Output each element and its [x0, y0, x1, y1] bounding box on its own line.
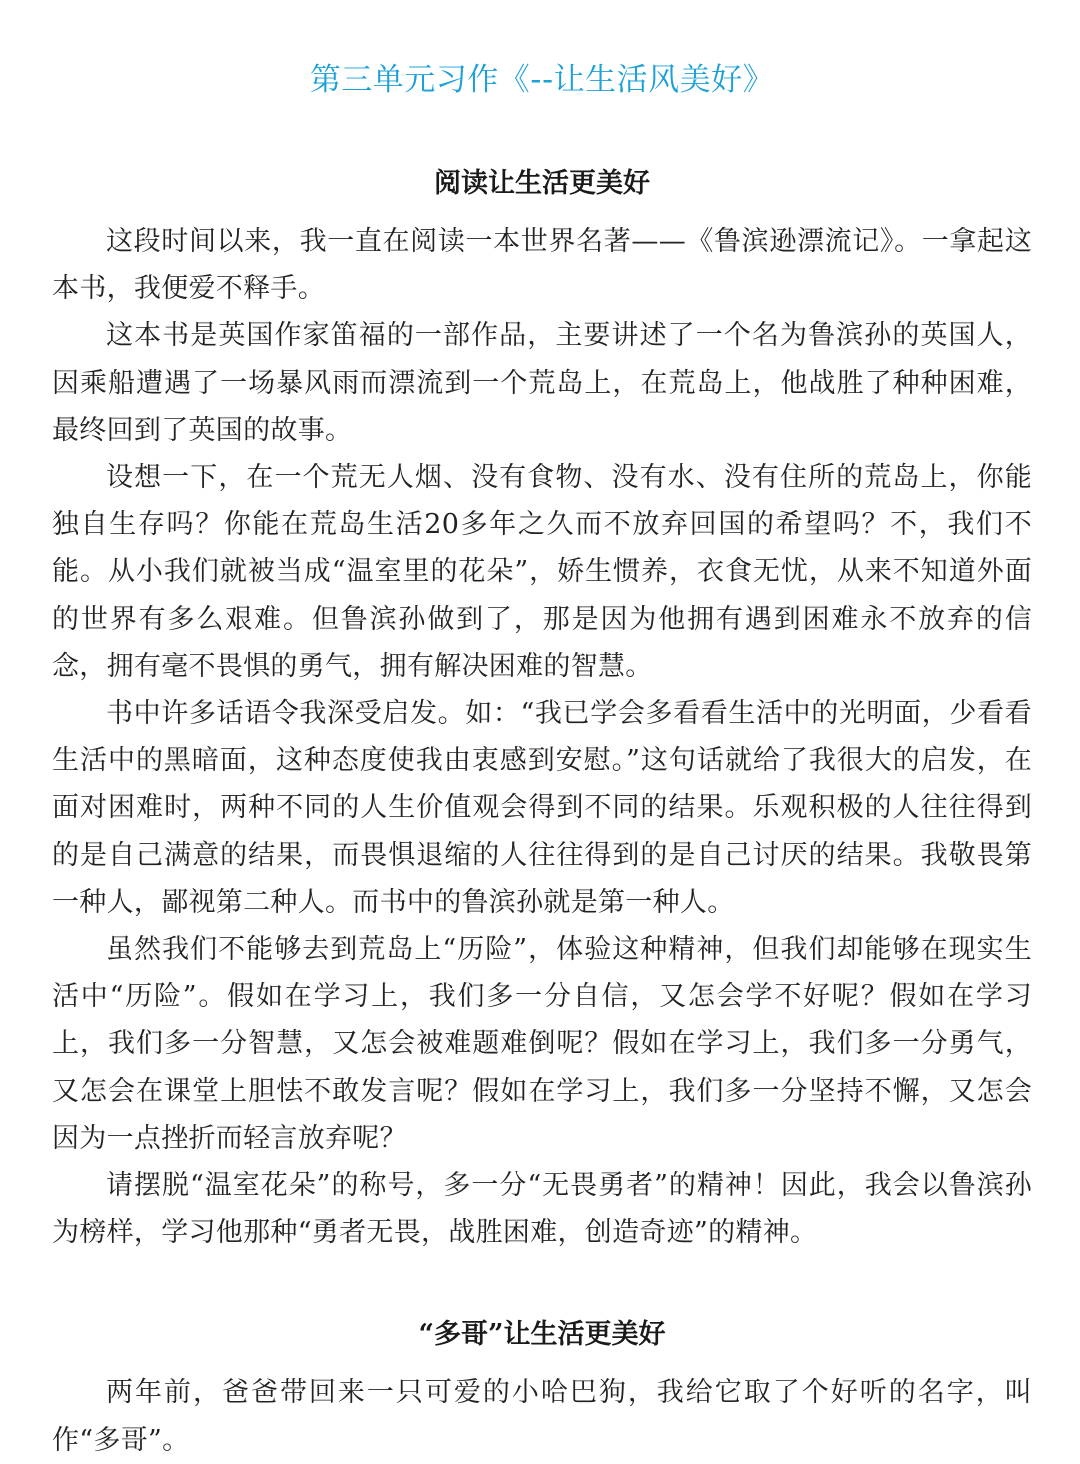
essay-paragraph: 这本书是英国作家笛福的一部作品，主要讲述了一个名为鲁滨孙的英国人，因乘船遭遇了一场暴风雨而漂流到一个荒岛上，在荒岛上，他战胜了种种困难，最终回到了英国的故事。 [52, 320, 1032, 446]
essay-paragraph: 虽然我们不能够去到荒岛上“历险”，体验这种精神，但我们却能够在现实生活中“历险”。假如在学习上，我们多一分自信，又怎会学不好呢？假如在学习上，我们多一分智慧，又怎会被难题难倒呢？假如在学习上，我们多一分勇气，又怎会在课堂上胆怯不敢发言呢？假如在学习上，我们多一分坚持不懈，又怎会因为一点挫折而轻言放弃呢？ [52, 934, 1032, 1154]
essay-paragraph: 这段时间以来，我一直在阅读一本世界名著——《鲁滨逊漂流记》。一拿起这本书，我便爱不释手。 [52, 226, 1032, 305]
essay-title: “多哥”让生活更美好 [418, 1319, 666, 1351]
essay-title: 阅读让生活更美好 [434, 168, 650, 199]
essay-paragraph: 设想一下，在一个荒无人烟、没有食物、没有水、没有住所的荒岛上，你能独自生存吗？你能在荒岛生活20多年之久而不放弃回国的希望吗？不，我们不能。从小我们就被当成“温室里的花朵”，娇生惯养，衣食无忧，从来不知道外面的世界有多么艰难。但鲁滨孙做到了，那是因为他拥有遇到困难永不放弃的信念，拥有毫不畏惧的勇气，拥有解决困难的智慧。 [52, 462, 1032, 682]
essay-duoge [52, 1313, 1032, 1463]
essay-reading [52, 162, 1032, 1256]
essay-paragraph: 两年前，爸爸带回来一只可爱的小哈巴狗，我给它取了个好听的名字，叫作“多哥”。 [52, 1377, 1032, 1456]
page-title: 第三单元习作《--让生活风美好》 [309, 62, 775, 98]
essay-paragraph: 请摆脱“温室花朵”的称号，多一分“无畏勇者”的精神！因此，我会以鲁滨孙为榜样，学习他那种“勇者无畏，战胜困难，创造奇迹”的精神。 [52, 1170, 1032, 1249]
essay-paragraph: 书中许多话语令我深受启发。如：“我已学会多看看生活中的光明面，少看看生活中的黑暗面，这种态度使我由衷感到安慰。”这句话就给了我很大的启发，在面对困难时，两种不同的人生价值观会得到不同的结果。乐观积极的人往往得到的是自己满意的结果，而畏惧退缩的人往往得到的是自己讨厌的结果。我敬畏第一种人，鄙视第二种人。而书中的鲁滨孙就是第一种人。 [52, 698, 1032, 918]
